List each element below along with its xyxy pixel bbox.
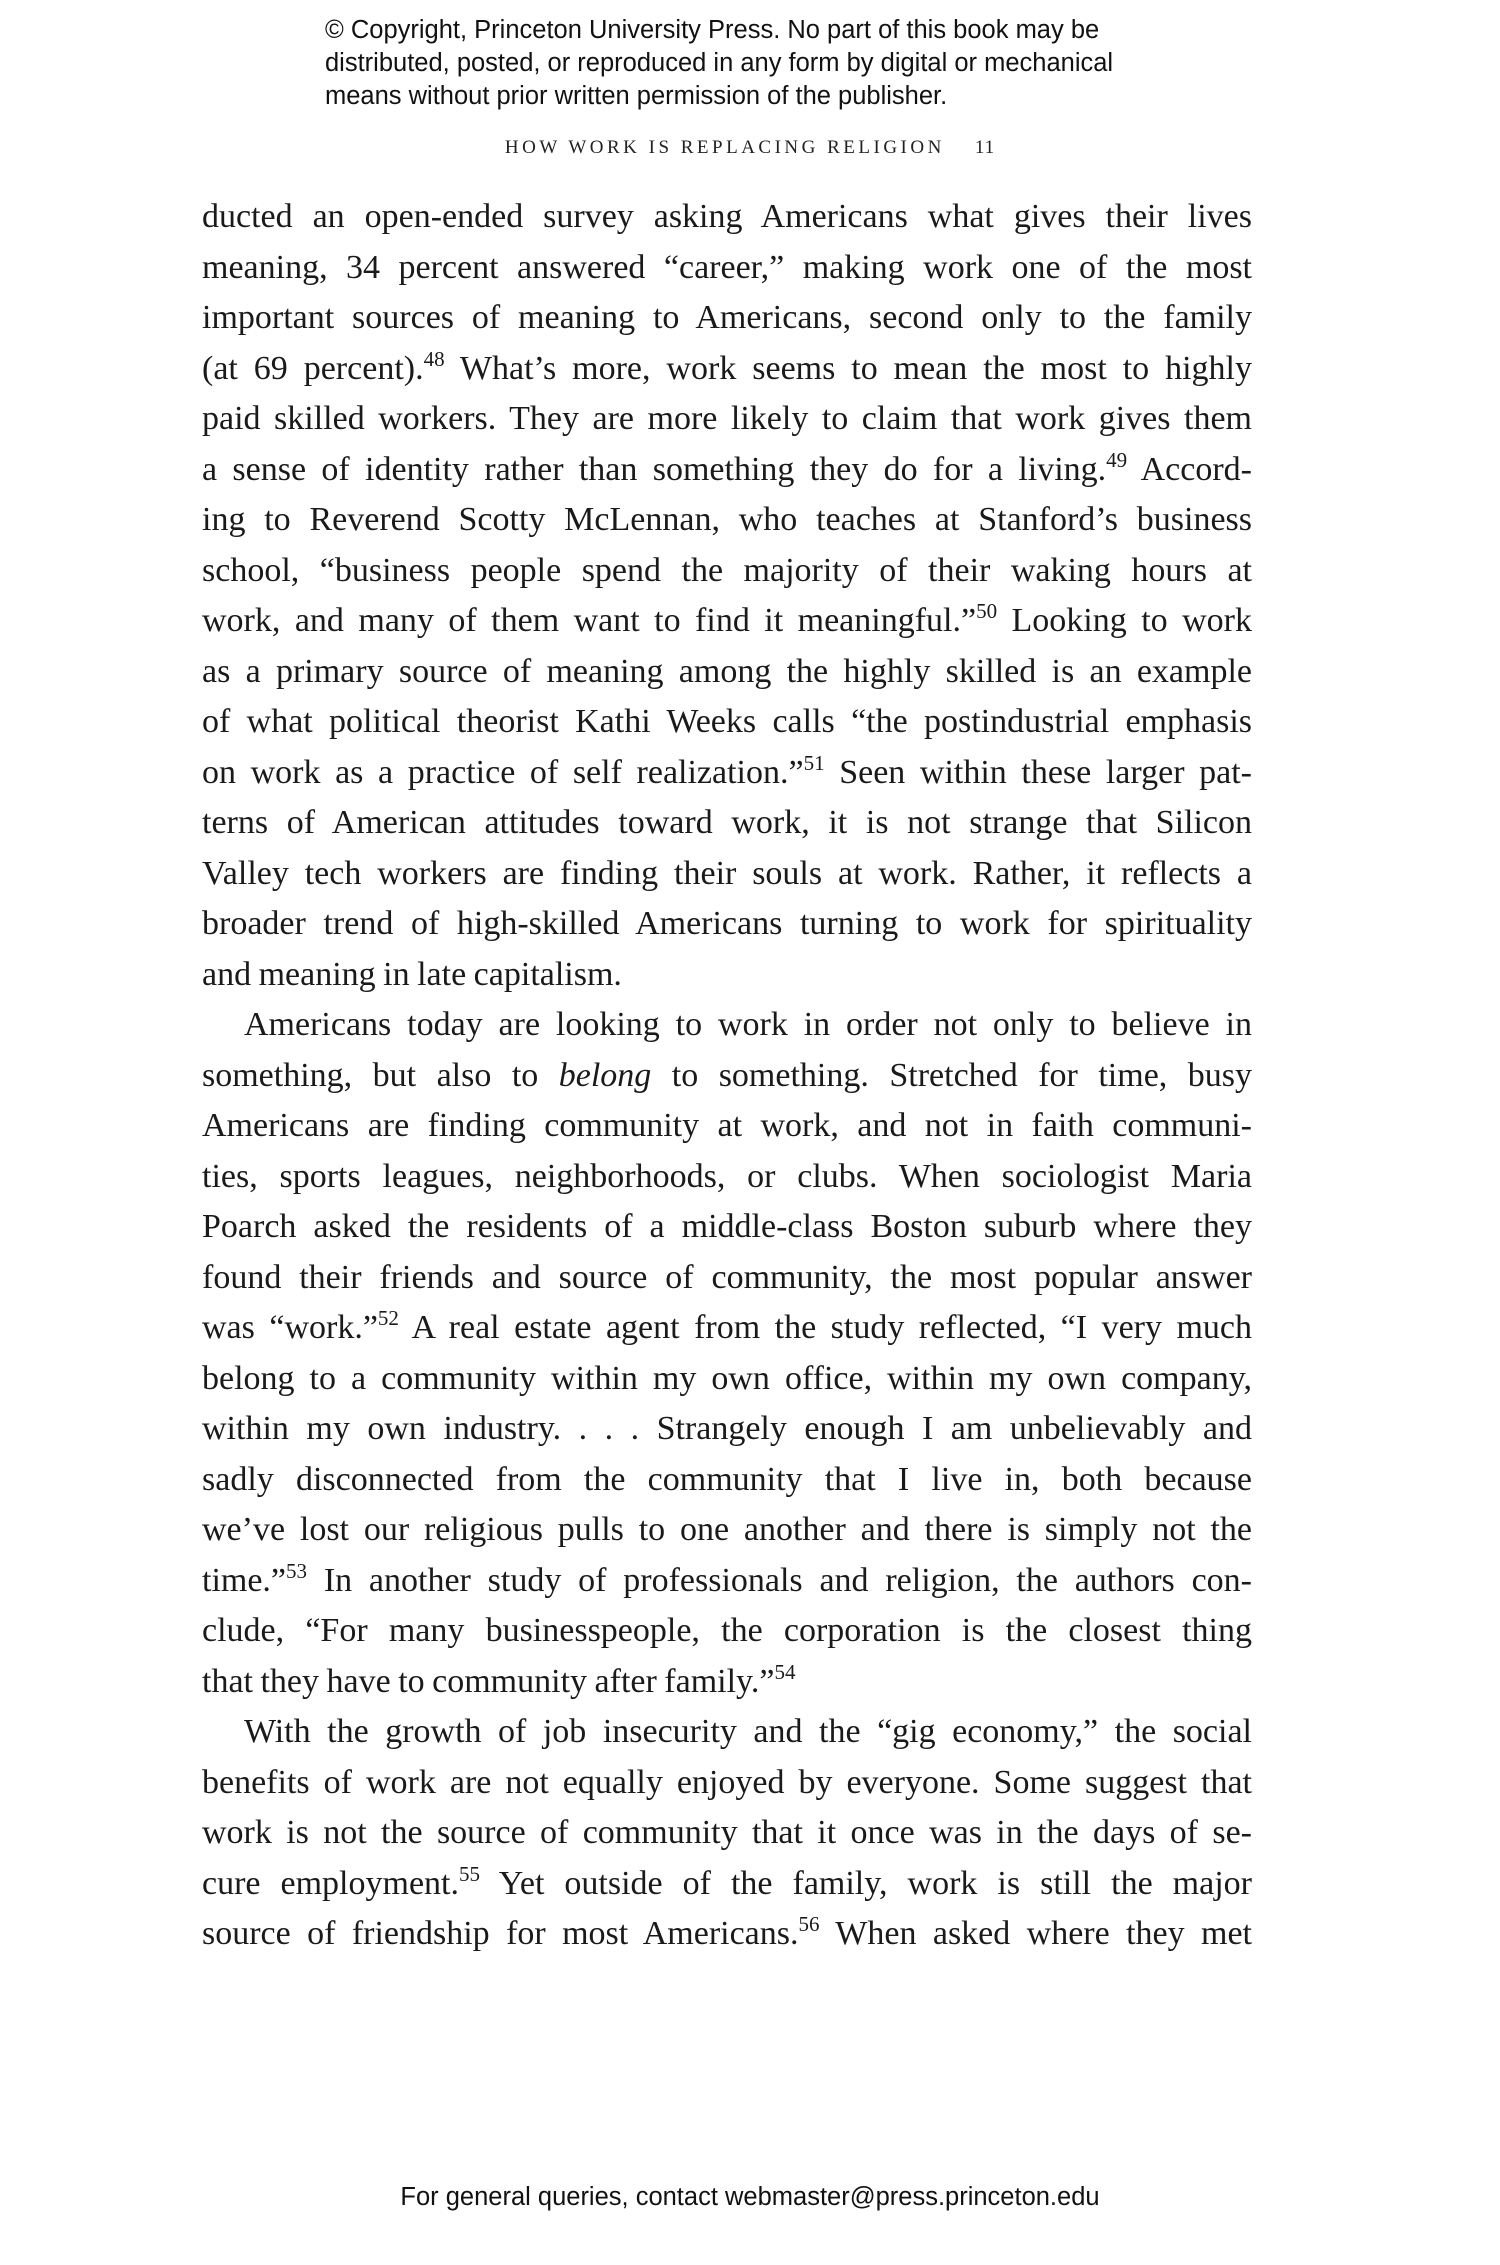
text-segment: we’ve lost our religious pulls to one another and there is simply not the — [202, 1511, 1252, 1548]
text-line — [202, 243, 1252, 294]
text-line — [202, 697, 1252, 748]
page-number: 11 — [974, 137, 996, 158]
text-segment: that they have to community after family.” — [202, 1662, 775, 1700]
text-segment: A real estate agent from the study reflected, “I very much — [398, 1309, 1252, 1346]
text-line — [202, 1758, 1252, 1809]
text-segment: With the growth of job insecurity and the “gig economy,” the social — [244, 1713, 1252, 1750]
text-line — [202, 1556, 1252, 1607]
text-line — [202, 849, 1252, 900]
text-segment: and meaning in late capitalism. — [202, 955, 622, 993]
text-segment: within my own industry. . . . Strangely enough I am unbelievably and — [202, 1410, 1252, 1447]
footnote-ref: 52 — [377, 1306, 399, 1330]
text-segment: cure employment. — [202, 1864, 459, 1902]
text-line — [202, 192, 1252, 243]
text-segment: What’s more, work seems to mean the most to highly — [444, 349, 1252, 387]
text-line — [202, 1505, 1252, 1556]
footnote-ref: 51 — [803, 750, 825, 775]
copyright-line: © Copyright, Princeton University Press. No part of this book may be — [325, 16, 1100, 44]
text-segment: terns of American attitudes toward work, it is not strange that Silicon — [202, 804, 1252, 841]
footnote-ref: 55 — [458, 1861, 480, 1886]
emphasis-text: belong — [558, 1056, 652, 1094]
text-segment: time.” — [202, 1561, 287, 1599]
text-segment: ties, sports leagues, neighborhoods, or clubs. When sociologist Maria — [202, 1157, 1252, 1195]
text-segment: Yet outside of the family, work is still the major — [479, 1864, 1252, 1902]
text-line — [202, 1859, 1252, 1910]
text-line — [202, 596, 1252, 647]
copyright-notice — [325, 14, 1225, 113]
text-line — [202, 798, 1252, 849]
text-segment: In another study of professionals and religion, the authors con- — [307, 1561, 1252, 1599]
text-segment: paid skilled workers. They are more likely to claim that work gives them — [202, 400, 1252, 437]
text-line — [202, 1909, 1252, 1960]
text-segment: (at 69 percent). — [202, 349, 424, 387]
text-segment: Accord- — [1127, 450, 1252, 488]
text-segment: When asked where they met — [819, 1915, 1252, 1952]
text-line — [202, 1303, 1252, 1354]
text-segment: a sense of identity rather than something they do for a living. — [202, 450, 1107, 488]
footnote-ref: 48 — [423, 346, 445, 371]
text-segment: to something. Stretched for time, busy — [651, 1056, 1252, 1094]
footer-contact: For general queries, contact webmaster@press.princeton.edu — [400, 2183, 1100, 2211]
text-line — [202, 1707, 1252, 1758]
text-line — [202, 1253, 1252, 1304]
text-line — [202, 1606, 1252, 1657]
text-segment: work, and many of them want to find it meaningful.” — [202, 602, 977, 639]
footnote-ref: 50 — [976, 599, 998, 623]
text-line — [202, 1051, 1252, 1102]
text-segment: Americans are finding community at work, and not in faith communi- — [202, 1107, 1252, 1144]
text-segment: was “work.” — [202, 1309, 378, 1346]
text-line — [202, 1202, 1252, 1253]
text-segment: as a primary source of meaning among the highly skilled is an example — [202, 652, 1252, 690]
text-line — [202, 445, 1252, 496]
text-segment: benefits of work are not equally enjoyed by everyone. Some suggest that — [202, 1763, 1252, 1801]
text-segment: work is not the source of community that it once was in the days of se- — [202, 1814, 1252, 1851]
text-segment: clude, “For many businesspeople, the corporation is the closest thing — [202, 1612, 1252, 1649]
text-segment: broader trend of high-skilled Americans turning to work for spirituality — [202, 905, 1252, 942]
text-segment: found their friends and source of community, the most popular answer — [202, 1258, 1252, 1296]
footnote-ref: 54 — [774, 1659, 796, 1684]
text-line — [202, 394, 1252, 445]
footnote-ref: 49 — [1106, 447, 1128, 472]
running-head-title: HOW WORK IS REPLACING RELIGION — [504, 137, 945, 158]
running-head — [0, 137, 1500, 159]
text-segment: meaning, 34 percent answered “career,” making work one of the most — [202, 248, 1252, 286]
text-segment: sadly disconnected from the community that I live in, both because — [202, 1460, 1252, 1498]
text-line — [202, 344, 1252, 395]
text-segment: school, “business people spend the majority of their waking hours at — [202, 551, 1252, 589]
copyright-line: distributed, posted, or reproduced in any form by digital or mechanical — [325, 49, 1114, 77]
text-segment: Americans today are looking to work in order not only to believe in — [244, 1006, 1252, 1043]
text-segment: Poarch asked the residents of a middle-class Boston suburb where they — [202, 1208, 1252, 1245]
footnote-ref: 53 — [286, 1558, 308, 1583]
text-segment: of what political theorist Kathi Weeks calls “the postindustrial emphasis — [202, 703, 1252, 740]
text-line — [202, 1101, 1252, 1152]
text-line — [202, 1455, 1252, 1506]
text-line — [202, 647, 1252, 698]
text-segment: something, but also to — [202, 1056, 559, 1094]
text-segment: Looking to work — [997, 602, 1252, 639]
text-line — [202, 1152, 1252, 1203]
text-line — [202, 1404, 1252, 1455]
body-text — [202, 192, 1252, 1960]
text-segment: source of friendship for most Americans. — [202, 1915, 799, 1952]
text-line — [202, 1354, 1252, 1405]
text-line — [202, 546, 1252, 597]
text-line — [202, 899, 1252, 950]
text-line — [202, 748, 1252, 799]
text-segment: ing to Reverend Scotty McLennan, who teaches at Stanford’s business — [202, 501, 1252, 538]
footnote-ref: 56 — [798, 1912, 820, 1936]
text-line — [202, 950, 1252, 1001]
text-segment: important sources of meaning to Americans, second only to the family — [202, 299, 1252, 336]
text-line — [202, 1808, 1252, 1859]
text-line — [202, 1000, 1252, 1051]
text-line — [202, 1657, 1252, 1708]
copyright-line: means without prior written permission of the publisher. — [325, 82, 948, 110]
text-segment: ducted an open-ended survey asking Americans what gives their lives — [202, 198, 1252, 235]
text-line — [202, 495, 1252, 546]
text-segment: on work as a practice of self realization.” — [202, 753, 804, 791]
text-segment: Seen within these larger pat- — [824, 753, 1252, 791]
text-segment: Valley tech workers are finding their souls at work. Rather, it reflects a — [202, 854, 1252, 892]
text-segment: belong to a community within my own office, within my own company, — [202, 1359, 1252, 1397]
text-line — [202, 293, 1252, 344]
